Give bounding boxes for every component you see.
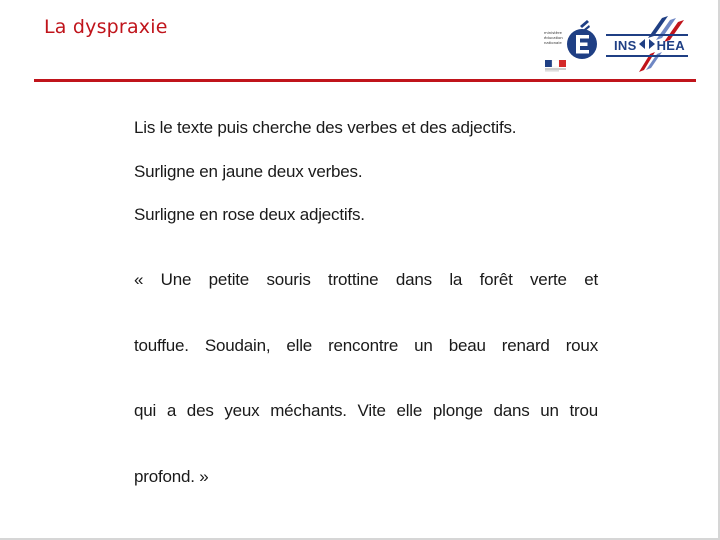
passage-line: profond. » (134, 467, 209, 486)
inshea-bottom-line (606, 55, 688, 57)
instruction-line: Surligne en rose deux adjectifs. (134, 205, 365, 224)
ministry-e-emblem-icon (564, 18, 600, 62)
title-divider (34, 79, 696, 82)
republique-flag-icon (545, 60, 567, 72)
ministry-logo-text: ministère éducation nationale (544, 30, 563, 45)
inshea-wordmark: INS HEA (614, 38, 685, 53)
inshea-arrows-icon (637, 38, 657, 50)
slide-title: La dyspraxie (44, 16, 168, 38)
inshea-top-line (606, 34, 688, 36)
inshea-logo (606, 16, 692, 74)
passage-line: qui a des yeux méchants. Vite elle plonge dans un trou (134, 401, 598, 420)
instruction-line: Surligne en jaune deux verbes. (134, 162, 363, 181)
ministere-education-nationale-logo (544, 14, 600, 74)
instruction-line: Lis le texte puis cherche des verbes et des adjectifs. (134, 118, 517, 137)
passage-line: « Une petite souris trottine dans la forêt verte et (134, 270, 598, 289)
passage-line: touffue. Soudain, elle rencontre un beau renard roux (134, 336, 598, 355)
